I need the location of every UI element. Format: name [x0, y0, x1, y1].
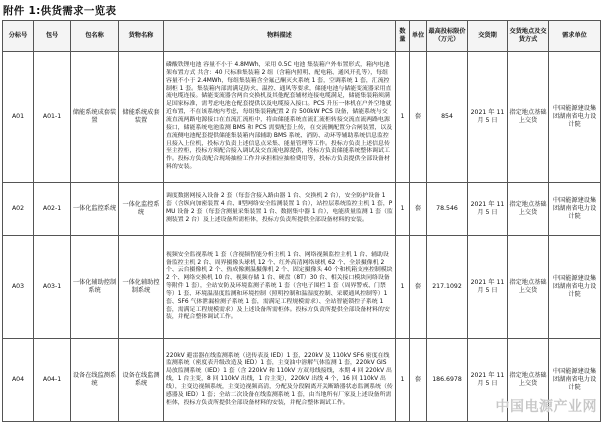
cell-goods-name: 一体化监控系统 — [119, 183, 164, 236]
cell-unit: 套 — [410, 183, 427, 236]
header-goods-name: 货物名称 — [119, 21, 164, 52]
cell-max-price: 186.6978 — [427, 339, 468, 422]
header-desc: 物料描述 — [164, 21, 396, 52]
cell-delivery-place: 指定地点基础上交货 — [508, 52, 549, 183]
table-row — [3, 183, 601, 236]
cell-demand-unit: 中国能源建设集团湖南省电力设计院 — [549, 236, 601, 339]
cell-unit: 套 — [410, 236, 427, 339]
cell-package-no: A03 — [3, 236, 34, 339]
cell-demand-unit: 中国能源建设集团湖南省电力设计院 — [549, 52, 601, 183]
cell-goods-name: 储能系统成套装置 — [119, 52, 164, 183]
cell-desc: 220kV 避雷器在线监测系统（送传表及 IED）1 套，220kV 及 110kV SF6 密度在线监测系统（密度表升级改造及 IED）1 套，主变油中溶解气体监测 1 套，220kV GIS 局放监测系统（IED）1 套（含 220kV 和 110kV 方双母线接线，本期 4 回 220kV 出线，1 台主变，8 回 110kV 出线，1 台主变），220kV 出线 4 个，16 回 110kV 出线），主变边视频系统，主变边视频高清，分配及分段隔离开关断路器状态监测系统（传感器及 IED）1 套；全站二次设备在线监测系统 1 套，由当地所有厂家及上述设备所需柜体，投标方负责所提供全部设备材料的安装，并配合整体调试工作。 — [164, 339, 396, 422]
header-bag-no: 包号 — [34, 21, 71, 52]
cell-delivery-place: 指定地点基础上交货 — [508, 183, 549, 236]
cell-desc: 调度数据网接入设备 2 套（每套含接入路由器 1 台、交换机 2 台），安全防护设备 1 套（含纵向加密装置 4 台、Ⅱ型网络安全监测装置 1 台），站控层系统监控主机 1 套，PMU 设备 2 套（每套含测量采集装置 1 台、数据集中器 1 台），电能质量监测 1 套（监测装置 2 台）及上述设备所需柜体，投标方负责所提供全部设备材料的安装。 — [164, 183, 396, 236]
cell-package-no: A04 — [3, 339, 34, 422]
cell-max-price: 217.1092 — [427, 236, 468, 339]
cell-delivery-place: 指定地点基础上交货 — [508, 236, 549, 339]
cell-demand-unit: 中国能源建设集团湖南省电力设计院 — [549, 183, 601, 236]
table-row — [3, 236, 601, 339]
cell-bag-no: A02-1 — [34, 183, 71, 236]
header-max-price: 最高投标限价（万元） — [427, 21, 468, 52]
cell-delivery-place: 指定地点基础上交货 — [508, 339, 549, 422]
cell-package-no: A01 — [3, 52, 34, 183]
cell-delivery-date: 2021 年 11 月 5 日 — [468, 236, 508, 339]
cell-qty: 1 — [396, 52, 410, 183]
cell-demand-unit: 中国能源建设集团湖南省电力设计院 — [549, 339, 601, 422]
cell-desc: 磷酸铁锂电池 容量不小于 4.8MWh，采用 0.5C 电池 集装箱户外布置形式，箱内电池架布置方式 共含：40 尺标准集装箱 2 组（含箱内照明、配电箱、通风开孔等），每组容量不小于 2.4MWh，每组集装箱含全氟己酮灭火系统 1 套，空调系统 1 套，汇流控制柜 1 套。集装箱内部需满足防火、温控、通风等要求，储能电池与储能变流器采用直流电缆连接。储能变流器含两台交换机及其他配套辅材连接电缆满足，储能集装箱须满足国家标准，需考虑电池仓配套提供以及电缆接入接口。PCS 升压一体机在户外空地就近布置，不在该系统内考虑，每组集装箱配置 2 台 500kW PCS 设备，储能系统与交流直流两路电源接口在直流汇流柜中，将由储能系统直流汇流柜转接交流直流两路电源接口，储能系统电池监测 BMS 和 PCS 需要配套上传，在交流侧配置分合闸装置，以及直流侧电池配套提供储能集装箱内部辅助 BMS 系统、消防、动环等辅助系统信息监控且接入上位机，投标方负责上述信息点采集、能量管理等工作。投标方负责上述信息传至主控柜，投标方须配合接入调试及交直流电源提供，投标方负责储能系统整体调试工作。投标方负责配合现场抽检工作并承担相应抽检费用等，投标方负责提供全部设备材料的安装。 — [164, 52, 396, 183]
header-bag-name: 包名称 — [71, 21, 119, 52]
cell-max-price: 78.546 — [427, 183, 468, 236]
cell-unit: 套 — [410, 52, 427, 183]
header-demand-unit: 需求单位 — [549, 21, 601, 52]
header-package-no: 分标号 — [3, 21, 34, 52]
cell-bag-no: A04-1 — [34, 339, 71, 422]
cell-package-no: A02 — [3, 183, 34, 236]
header-unit: 单位 — [410, 21, 427, 52]
cell-bag-name: 储能系统成套装置 — [71, 52, 119, 183]
header-qty: 数量 — [396, 21, 410, 52]
cell-delivery-date: 2021 年 11 月 5 日 — [468, 183, 508, 236]
cell-qty: 1 — [396, 236, 410, 339]
cell-bag-no: A03-1 — [34, 236, 71, 339]
table-header-row — [3, 21, 601, 52]
page-title: 附件 1:供货需求一览表 — [3, 5, 117, 17]
supply-demand-table — [2, 20, 601, 422]
cell-max-price: 854 — [427, 52, 468, 183]
cell-desc: 视频安全监视系统 1 套（含视频智能分析主机 1 台、网络视频监控主机 1 台、辅助设备监控主机 2 台、周界摄像头球机 12 个、红外高清网络球机 62 个、全景摄像机 2 个、云台摄像机 2 个、热成像测温摄像机 2 个、固定摄像头 40 个和机箱支座控制模块 2 个、网络交换机 10 台、视频存储 1 台、硬盘（8T）30 台、相关接口模块同络设备等附件 1 套），全站安防及环境监测子系统 1 套（含电子围栏 1 套（周界警戒、门禁等）1 套、环境温湿度监测和环境控制（照明控制和温湿度控制、采暖通风控制等）1 套、SF6 气体泄漏检测子系统 1 套，需满足工程规模需求）、全站智能锁控子系统 1 套，需满足工程规模需求）及上述设备所需柜体。投标方负责所提供全部设备材料的安装，并配合整体调试工作。 — [164, 236, 396, 339]
cell-bag-no: A01-1 — [34, 52, 71, 183]
header-delivery-date: 交货期 — [468, 21, 508, 52]
header-delivery-place: 交货地点及交货方式 — [508, 21, 549, 52]
table-row — [3, 52, 601, 183]
cell-bag-name: 设备在线监测系统 — [71, 339, 119, 422]
cell-goods-name: 一体化辅助控制系统 — [119, 236, 164, 339]
watermark: 中国电源产业网 — [495, 399, 597, 415]
cell-bag-name: 一体化辅助控制系统 — [71, 236, 119, 339]
cell-qty: 1 — [396, 339, 410, 422]
cell-unit: 套 — [410, 339, 427, 422]
cell-delivery-date: 2021 年 11 月 5 日 — [468, 339, 508, 422]
cell-qty: 1 — [396, 183, 410, 236]
cell-delivery-date: 2021 年 11 月 5 日 — [468, 52, 508, 183]
cell-goods-name: 设备在线监测系统 — [119, 339, 164, 422]
cell-bag-name: 一体化监控系统 — [71, 183, 119, 236]
